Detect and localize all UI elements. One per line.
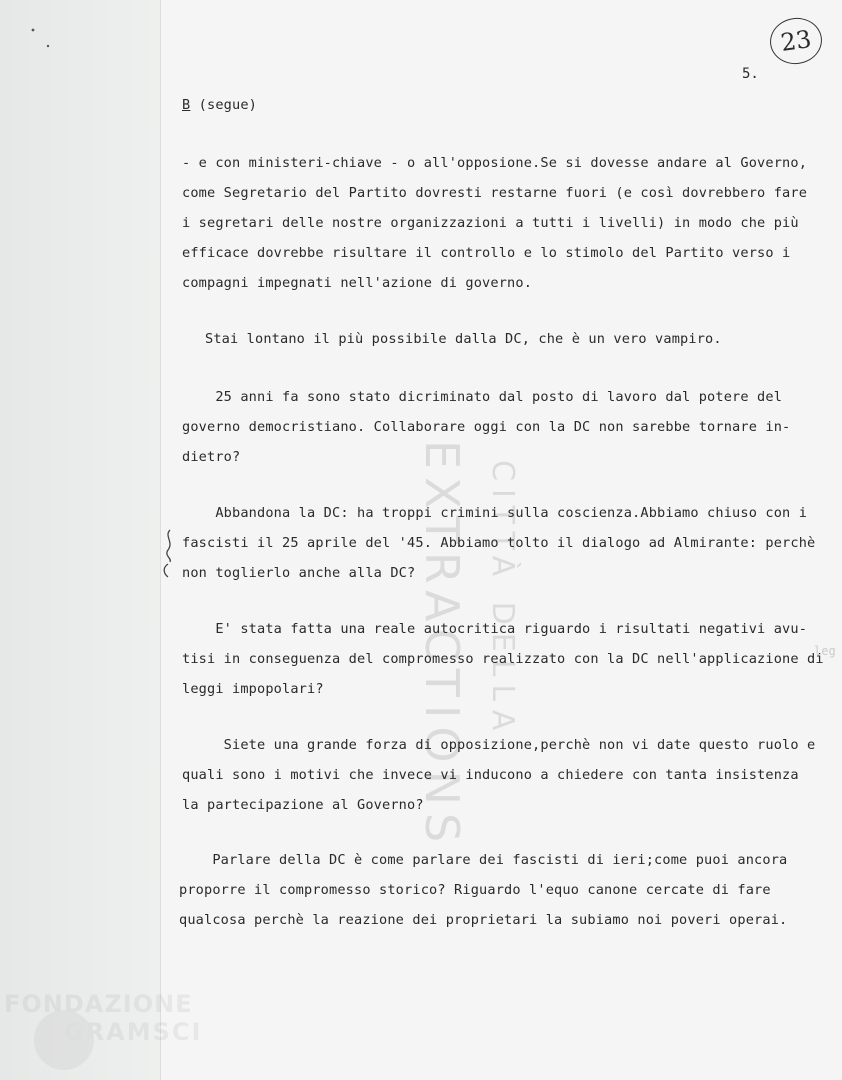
folio-number: 23 — [767, 15, 825, 68]
section-continued: (segue) — [190, 97, 258, 113]
paragraph-5: E' stata fatta una reale autocritica riguardo i risultati negativi avu- tisi in conseguenza del compromesso realizzato con la DC nell'applicazione di leggi impopolari? — [182, 621, 824, 697]
scan-specks — [28, 26, 58, 56]
paragraph-3: 25 anni fa sono stato dicriminato dal posto di lavoro dal potere del governo democristiano. Collaborare oggi con la DC non sarebbe tornare in- dietro? — [182, 389, 791, 465]
scan-margin — [0, 0, 160, 1080]
page-number: 5. — [742, 66, 759, 82]
paragraph-1: - e con ministeri-chiave - o all'opposione.Se si dovesse andare al Governo, come Segretario del Partito dovresti restarne fuori (e così dovrebbero fare i segretari delle nostre organizzazioni a tutti i livelli) in modo che più efficace dovrebbe risultare il controllo e lo stimolo del Partito verso i compagni impegnati nell'azione di governo. — [182, 155, 808, 291]
paragraph-7: Parlare della DC è come parlare dei fascisti di ieri;come puoi ancora proporre il compromesso storico? Riguardo l'equo canone cercate di fare qualcosa perchè la reazione dei proprietari la subiamo noi poveri operai. — [179, 852, 788, 928]
archive-watermark-logo: FONDAZIONE GRAMSCI — [4, 990, 214, 1080]
section-letter: B — [182, 97, 191, 113]
section-header — [182, 90, 257, 120]
paragraph-6: Siete una grande forza di opposizione,perchè non vi date questo ruolo e quali sono i motivi che invece vi inducono a chiedere con tanta insistenza la partecipazione al Governo? — [182, 737, 816, 813]
bleed-through-text: leg — [814, 644, 836, 658]
paragraph-2: Stai lontano il più possibile dalla DC, che è un vero vampiro. — [205, 331, 722, 347]
paragraph-4: Abbandona la DC: ha troppi crimini sulla coscienza.Abbiamo chiuso con i fascisti il 25 aprile del '45. Abbiamo tolto il dialogo ad Almirante: perchè non toglierlo anche alla DC? — [182, 505, 816, 581]
handwritten-margin-mark — [158, 528, 178, 578]
